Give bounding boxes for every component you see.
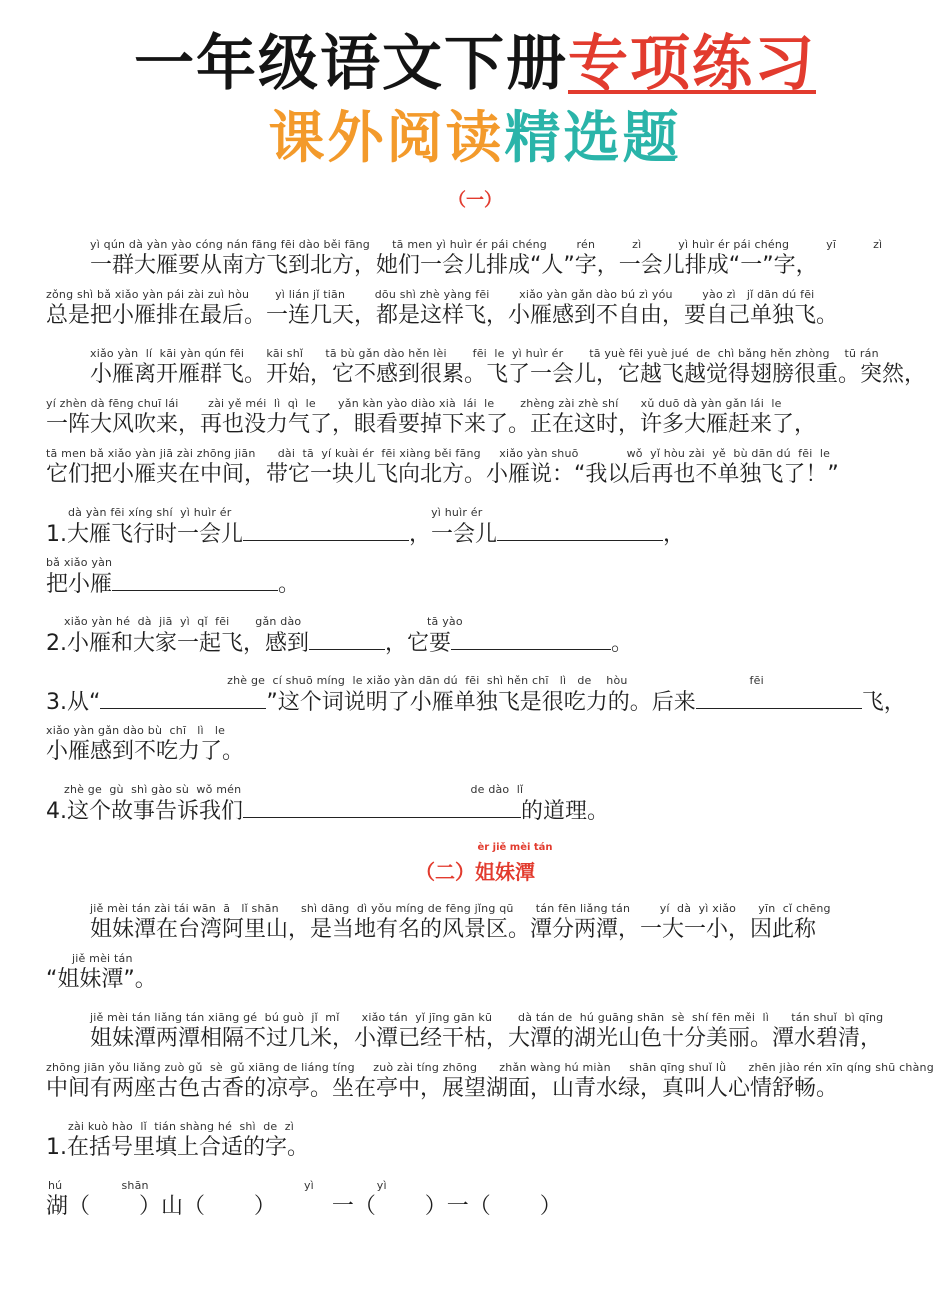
q1-end2: 。 [278,572,301,597]
subtitle-teal: 精选题 [504,106,682,171]
main-title [0,28,950,100]
pinyin: hú shān yì yì [48,1179,387,1192]
pinyin: zhōng jiān yǒu liǎng zuò gǔ sè gǔ xiāng de liáng tíng zuò zài tíng zhōng zhǎn wàng hú miàn shān qīng shuǐ lǜ zhēn jiào rén xīn qíng shū chàng [46,1061,934,1074]
pinyin: xiǎo yàn hé dà jiā yì qǐ fēi gǎn dào tā yào [64,615,463,628]
pinyin: tā men bǎ xiǎo yàn jiā zài zhōng jiān dài tā yí kuài ér fēi xiàng běi fāng xiǎo yàn shuō wǒ yǐ hòu zài yě bù dān dú fēi le [46,447,831,460]
text: 中间有两座古色古香的凉亭。坐在亭中，展望湖面，山青水绿，真叫人心情舒畅。 [46,1076,839,1101]
fill-in-row [46,1179,910,1221]
pinyin: bǎ xiǎo yàn [46,556,113,569]
q4-blank[interactable] [243,797,521,818]
passage2-line2 [46,952,910,994]
q1-label: 1.大雁飞行时一会儿 [46,522,243,547]
q1-label2: 把小雁 [46,572,113,597]
fill-in-brackets[interactable]: 湖（ ）山（ ） 一（ ）一（ ） [46,1194,562,1219]
q1-blank-1[interactable] [243,520,409,541]
pinyin: xiǎo yàn lí kāi yàn qún fēi kāi shǐ tā bù gǎn dào hěn lèi fēi le yì huìr ér tā yuè fēi yuè jué de chì bǎng hěn zhòng tū rán [90,347,879,360]
q3-mid: ”这个词说明了小雁单独飞是很吃力的。后来 [266,690,696,715]
question-4 [46,783,910,826]
q-label: 1.在括号里填上合适的字。 [46,1135,309,1160]
text: 一群大雁要从南方飞到北方，她们一会儿排成“人”字，一会儿排成“一”字， [90,253,818,278]
q2-blank-1[interactable] [309,629,385,650]
text: 小雁离开雁群飞。开始，它不感到很累。飞了一会儿，它越飞越觉得翅膀很重。突然， [90,362,927,387]
pinyin: xiǎo yàn gǎn dào bù chī lì le [46,724,226,737]
q2-mid: ，它要 [385,631,452,656]
pinyin: zài kuò hào lǐ tián shàng hé shì de zì [68,1120,294,1133]
question-2 [46,615,910,658]
passage2-line4 [46,1061,934,1103]
pinyin: jiě mèi tán [72,952,133,965]
question-1 [46,506,910,549]
passage1-line1 [46,238,910,280]
q1-blank-2[interactable] [497,520,663,541]
q2-label: 2.小雁和大家一起飞，感到 [46,631,309,656]
pinyin: zhè ge gù shì gào sù wǒ mén de dào lǐ [64,783,524,796]
q3-label: 3.从“ [46,690,101,715]
section2-pinyin: èr jiě mèi tán [477,842,553,853]
pinyin: zǒng shì bǎ xiǎo yàn pái zài zuì hòu yì lián jǐ tiān dōu shì zhè yàng fēi xiǎo yàn gǎn dào bú zì yóu yào zì jǐ dān dú fēi [46,288,815,301]
q1-blank-3[interactable] [112,570,278,591]
q1-mid: ，一会儿 [409,522,498,547]
main-title-black: 一年级语文下册 [134,29,568,99]
subtitle [0,104,950,174]
q1-end: ， [663,522,686,547]
text: “姐妹潭”。 [46,967,157,992]
passage2-line3 [46,1011,910,1053]
section1-label: （一） [448,190,502,211]
q3-blank-1[interactable] [100,688,266,709]
pinyin: yì qún dà yàn yào cóng nán fāng fēi dào běi fāng tā men yì huìr ér pái chéng rén zì yì huìr ér pái chéng yī zì [90,238,883,251]
text: 总是把小雁排在最后。一连几天，都是这样飞，小雁感到不自由，要自己单独飞。 [46,303,839,328]
section2-question-1 [46,1120,910,1162]
question-3-cont [46,724,910,766]
q3-blank-2[interactable] [696,688,862,709]
passage1-line2 [46,288,910,330]
question-1-cont [46,556,910,599]
pinyin: zhè ge cí shuō míng le xiǎo yàn dān dú fēi shì hěn chī lì de hòu fēi [46,674,764,687]
q3-end: 飞， [861,690,906,715]
q2-blank-2[interactable] [451,629,611,650]
q4-label: 4.这个故事告诉我们 [46,799,243,824]
q4-end: 的道理。 [521,799,610,824]
q2-end: 。 [611,631,634,656]
passage2-line1 [46,902,910,944]
pinyin: yí zhèn dà fēng chuī lái zài yě méi lì qì le yǎn kàn yào diào xià lái le zhèng zài zhè shí xǔ duō dà yàn gǎn lái le [46,397,782,410]
question-3 [46,674,910,717]
passage1-line4 [46,397,910,439]
text: 姐妹潭两潭相隔不过几米，小潭已经干枯，大潭的湖光山色十分美丽。潭水碧清， [90,1026,883,1051]
pinyin: jiě mèi tán zài tái wān ā lǐ shān shì dāng dì yǒu míng de fēng jǐng qū tán fēn liǎng tán yí dà yì xiǎo yīn cǐ chēng [90,902,831,915]
q3-label2: 小雁感到不吃力了。 [46,739,245,764]
section2-label: （二）姐妹潭 [415,860,535,884]
passage1-line3 [46,347,927,389]
text: 它们把小雁夹在中间，带它一块儿飞向北方。小雁说：“我以后再也不单独飞了！” [46,462,839,487]
pinyin: jiě mèi tán liǎng tán xiāng gé bú guò jǐ mǐ xiǎo tán yǐ jīng gān kū dà tán de hú guāng shān sè shí fēn měi lì tán shuǐ bì qīng [90,1011,884,1024]
text: 姐妹潭在台湾阿里山，是当地有名的风景区。潭分两潭，一大一小，因此称 [90,917,817,942]
subtitle-orange: 课外阅读 [268,106,505,171]
pinyin: dà yàn fēi xíng shí yì huìr ér yì huìr ér [68,506,483,519]
text: 一阵大风吹来，再也没力气了，眼看要掉下来了。正在这时，许多大雁赶来了， [46,412,817,437]
main-title-red: 专项练习 [568,29,816,99]
passage1-line5 [46,447,910,489]
